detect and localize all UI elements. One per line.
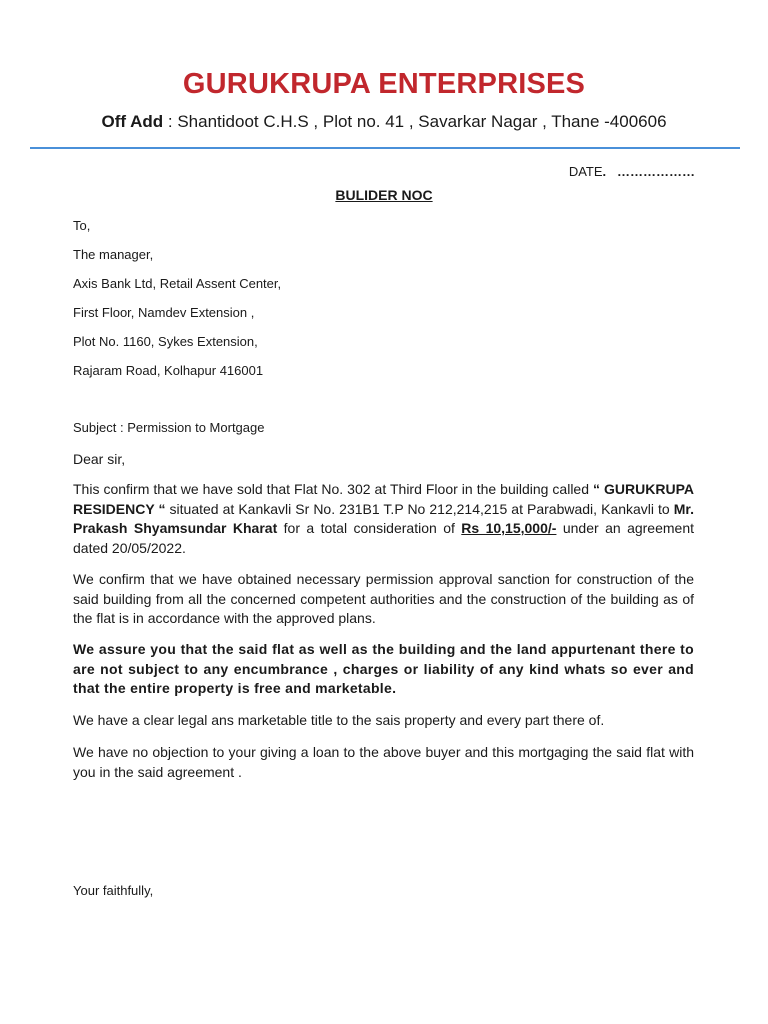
company-name: GURUKRUPA ENTERPRISES [182, 68, 586, 100]
paragraph-sale-confirmation [73, 480, 694, 558]
recipient-line-1: The manager, [73, 247, 154, 262]
address-text: Shantidoot C.H.S , Plot no. 41 , Savarkar Nagar , Thane -400606 [177, 112, 667, 131]
address-colon: : [163, 112, 178, 131]
date-value: ……………… [617, 164, 695, 179]
paragraph-title: We have a clear legal ans marketable title to the sais property and every part there of. [73, 712, 605, 728]
para1-text-2: situated at Kankavli Sr No. 231B1 T.P No 212,214,215 at Parabwadi, Kankavli to [165, 500, 674, 517]
salutation: Dear sir, [73, 451, 126, 467]
address-label: Off Add [101, 112, 164, 131]
date-line [569, 164, 695, 179]
closing: Your faithfully, [73, 883, 154, 898]
recipient-line-5: Rajaram Road, Kolhapur 416001 [73, 363, 264, 378]
recipient-line-2: Axis Bank Ltd, Retail Assent Center, [73, 276, 282, 291]
date-dot: . [602, 164, 607, 179]
buyer-name: Mr. Prakash Shyamsundar Kharat [73, 500, 694, 536]
recipient-line-3: First Floor, Namdev Extension , [73, 305, 255, 320]
date-label: DATE [568, 164, 603, 179]
recipient-line-4: Plot No. 1160, Sykes Extension, [73, 334, 258, 349]
para1-text-3: for a total consideration of [277, 520, 462, 536]
paragraph-assurance: We assure you that the said flat as well as the building and the land appurtenant there to are not subject to any encumbrance , charges or liability of any kind whats so ever and that the entire property is free and marketable. [73, 641, 694, 696]
company-address [0, 112, 768, 132]
paragraph-permission: We confirm that we have obtained necessary permission approval sanction for construction of the said building from all the concerned competent authorities and the construction of the building as of the flat is in accordance with the approved plans. [73, 571, 694, 626]
para1-text-1: This confirm that we have sold that Flat No. 302 at Third Floor in the building called [73, 481, 594, 497]
consideration-amount: Rs 10,15,000/- [461, 520, 557, 536]
header-divider [30, 147, 740, 149]
recipient-to: To, [73, 218, 91, 233]
paragraph-no-objection: We have no objection to your giving a loan to the above buyer and this mortgaging the said flat with you in the said agreement . [73, 744, 694, 780]
para1-text-4: under an agreement dated 20/05/2022. [73, 520, 694, 556]
document-title: BULIDER NOC [335, 187, 433, 203]
subject-line: Subject : Permission to Mortgage [73, 420, 265, 435]
building-name: “ GURUKRUPA RESIDENCY “ [73, 481, 694, 517]
